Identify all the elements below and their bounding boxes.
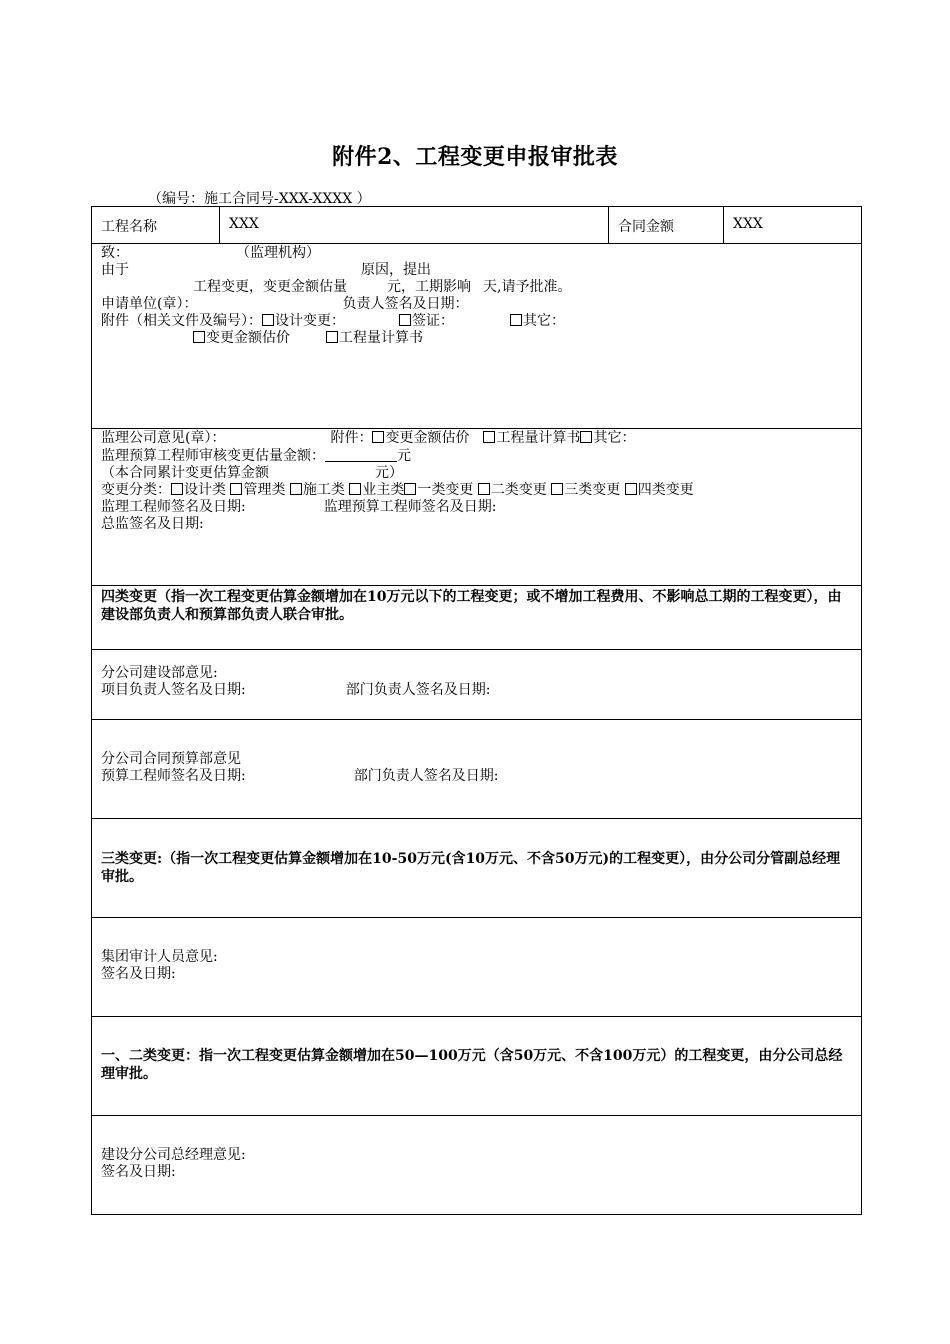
engineer-sign: 监理工程师签名及日期: [101, 499, 246, 515]
att-other-checkbox[interactable] [580, 431, 592, 443]
category-construction: 施工类 [302, 482, 345, 498]
category-checkbox[interactable] [625, 483, 637, 495]
category-checkbox[interactable] [171, 483, 183, 495]
supervision-opinion: 监理公司意见(章）： [101, 430, 226, 446]
category-checkbox[interactable] [478, 483, 490, 495]
budget-engineer-sign-2: 预算工程师签名及日期: [101, 768, 246, 784]
reason-text: 原因，提出 [361, 262, 431, 278]
category-management: 管理类 [243, 482, 286, 498]
other-checkbox[interactable] [510, 314, 522, 326]
to-org: （监理机构） [236, 245, 320, 261]
budget-dept-sign: 部门负责人签名及日期: [353, 768, 499, 784]
project-name-label-cell [92, 207, 220, 244]
gm-section [92, 1116, 862, 1215]
quantity-book-label: 工程量计算书 [339, 330, 423, 346]
category-checkbox[interactable] [290, 483, 302, 495]
audit-section [92, 918, 862, 1017]
applicant-unit: 申请单位(章）： [101, 296, 198, 312]
att-quantity-label: 工程量计算书 [496, 430, 581, 446]
contract-amount-label-cell [609, 207, 724, 244]
application-section [92, 244, 862, 429]
design-change-checkbox[interactable] [262, 314, 274, 326]
budget-engineer-sign: 监理预算工程师签名及日期: [323, 499, 497, 515]
category-checkbox[interactable] [349, 483, 361, 495]
attachment-label: 附件（相关文件及编号）： [101, 313, 262, 329]
branch-budget-opinion: 分公司合同预算部意见 [101, 751, 241, 767]
design-change-label: 设计变更： [275, 313, 345, 329]
branch-construction-opinion: 分公司建设部意见: [101, 665, 218, 681]
att-quantity-checkbox[interactable] [483, 431, 495, 443]
contract-amount-label: 合同金额 [618, 219, 674, 235]
budget-review: 监理预算工程师审核变更估量金额： [101, 448, 325, 464]
review-amount-field[interactable] [325, 447, 397, 462]
branch-construction-section [92, 650, 862, 720]
category-checkbox[interactable] [230, 483, 242, 495]
audit-sign: 签名及日期: [101, 966, 176, 982]
yuan-period: 元，工期影响 [387, 279, 471, 295]
class12-section [92, 1017, 862, 1116]
class12-text: 一、二类变更：指一次工程变更估算金额增加在50—100万元（含50万元、不含100万元）的工程变更，由分公司总经理审批。 [101, 1048, 843, 1082]
due-to: 由于 [101, 262, 129, 278]
category-checkbox[interactable] [404, 483, 416, 495]
amount-estimate-label: 变更金额估价 [206, 330, 290, 346]
category-label: 变更分类： [101, 482, 171, 498]
dept-lead-sign: 部门负责人签名及日期: [345, 682, 491, 698]
category-class4: 四类变更 [637, 482, 694, 498]
audit-opinion: 集团审计人员意见: [101, 949, 218, 965]
project-name-value: XXX [229, 216, 259, 232]
cumulative-text: （本合同累计变更估算金额 [101, 465, 269, 481]
supervision-section [92, 429, 862, 586]
quantity-book-checkbox[interactable] [326, 331, 338, 343]
class3-section [92, 819, 862, 918]
chief-sign: 总监签名及日期: [101, 516, 204, 532]
att-amount-label: 变更金额估价 [385, 430, 470, 446]
review-yuan: 元 [397, 448, 411, 464]
visa-checkbox[interactable] [399, 314, 411, 326]
responsible-sign: 负责人签名及日期： [342, 296, 469, 312]
supervision-attach: 附件： [330, 430, 373, 446]
to-prefix: 致： [101, 245, 129, 261]
change-text: 工程变更，变更金额估量 [193, 279, 347, 295]
cumulative-end: 元） [375, 465, 403, 481]
project-name-label: 工程名称 [101, 219, 157, 235]
gm-opinion: 建设分公司总经理意见: [101, 1147, 246, 1163]
class4-section [92, 586, 862, 650]
project-lead-sign: 项目负责人签名及日期: [101, 682, 246, 698]
other-label: 其它： [523, 313, 565, 329]
class4-text: 四类变更（指一次工程变更估算金额增加在10万元以下的工程变更；或不增加工程费用、不影响总工期的工程变更），由建设部负责人和预算部负责人联合审批。 [101, 589, 842, 623]
category-class2: 二类变更 [490, 482, 547, 498]
class3-text: 三类变更:（指一次工程变更估算金额增加在10-50万元(含10万元、不含50万元)的工程变更），由分公司分管副总经理审批。 [101, 851, 841, 885]
category-owner: 业主类 [362, 482, 405, 498]
contract-amount-value: XXX [733, 216, 763, 232]
category-class1: 一类变更 [417, 482, 474, 498]
branch-budget-section [92, 720, 862, 819]
visa-label: 签证： [412, 313, 454, 329]
days-request: 天,请予批准。 [483, 279, 572, 295]
att-other-label: 其它： [593, 430, 636, 446]
amount-estimate-checkbox[interactable] [193, 331, 205, 343]
category-checkbox[interactable] [551, 483, 563, 495]
project-name-value-cell[interactable] [220, 207, 609, 244]
change-approval-form [91, 206, 862, 1215]
contract-amount-value-cell[interactable] [724, 207, 862, 244]
category-design: 设计类 [184, 482, 226, 498]
serial-number: （编号：施工合同号-XXX-XXXX ） [148, 191, 371, 207]
att-amount-checkbox[interactable] [372, 431, 384, 443]
page-title: 附件2、工程变更申报审批表 [332, 144, 618, 170]
gm-sign: 签名及日期: [101, 1164, 176, 1180]
category-class3: 三类变更 [564, 482, 621, 498]
